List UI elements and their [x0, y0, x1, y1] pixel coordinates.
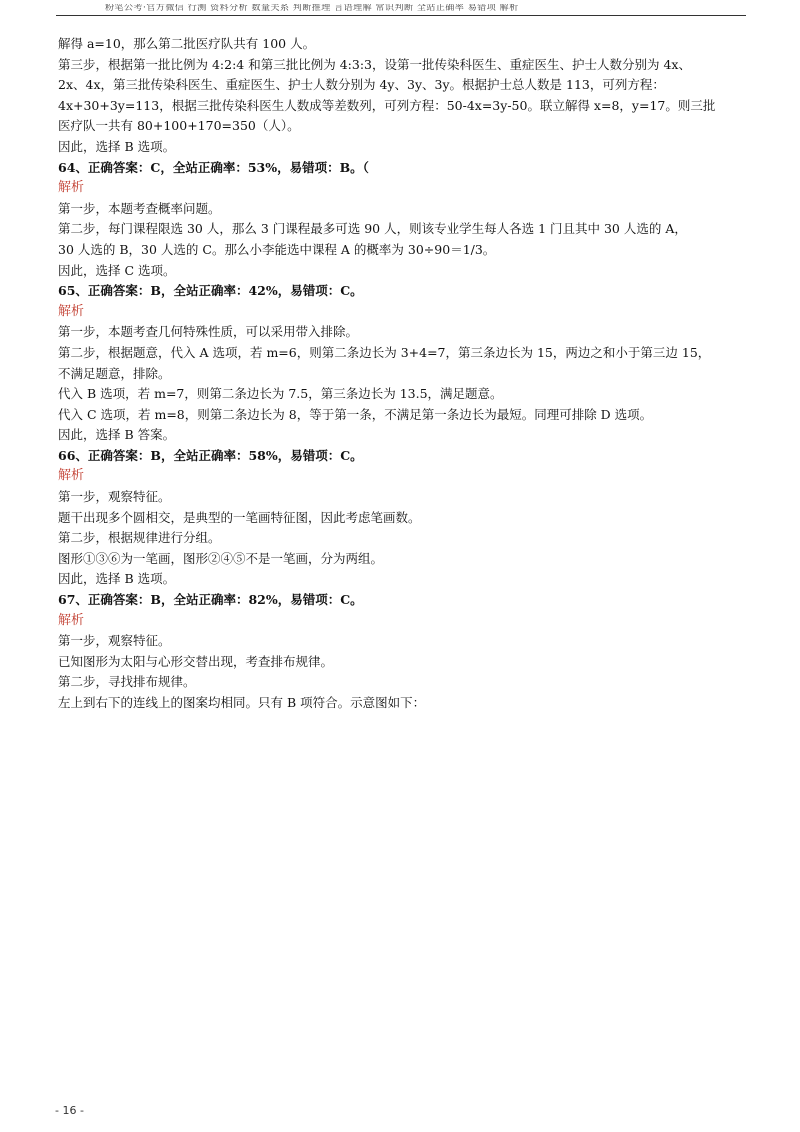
body-line: 第一步，本题考查概率问题。: [58, 200, 221, 216]
analysis-heading: 解析: [58, 180, 85, 196]
body-line: 第一步，本题考查几何特殊性质，可以采用带入排除。: [58, 324, 359, 340]
body-line: 第一步，观察特征。: [58, 633, 171, 649]
body-line: 因此，选择 B 选项。: [58, 138, 176, 154]
body-line: 第二步，寻找排布规律。: [58, 674, 196, 690]
body-line: 左上到右下的连线上的图案均相同。只有 B 项符合。示意图如下：: [58, 695, 426, 710]
analysis-heading: 解析: [58, 303, 85, 319]
body-line: 因此，选择 B 选项。: [58, 571, 176, 587]
body-line: 第二步，根据题意，代入 A 选项，若 m=6，则第二条边长为 3+4=7，第三条边长为 15，两边之和小于第三边 15，: [58, 344, 711, 360]
body-line: 30 人选的 B，30 人选的 C。那么小李能选中课程 A 的概率为 30÷90＝1/3。: [58, 241, 496, 257]
answer-line: 67、正确答案：B，全站正确率：82%，易错项：C。: [58, 592, 363, 608]
body-line: 代入 B 选项，若 m=7，则第二条边长为 7.5，第三条边长为 13.5，满足题意。: [58, 386, 503, 402]
body-line: 已知图形为太阳与心形交替出现，考查排布规律。: [58, 653, 334, 669]
body-line: 不满足题意，排除。: [58, 365, 171, 381]
analysis-heading: 解析: [58, 612, 85, 628]
page-header: 粉笔公考·官方微信 行测 资料分析 数量关系 判断推理 言语理解 常识判断 全站正确率 易错项 解析: [105, 4, 519, 13]
body-line: 图形①③⑥为一笔画，图形②④⑤不是一笔画，分为两组。: [58, 550, 384, 566]
body-line: 代入 C 选项，若 m=8，则第二条边长为 8，等于第一条，不满足第一条边长为最短。同理可排除 D 选项。: [58, 406, 653, 422]
document-body: [58, 34, 748, 714]
answer-line: 65、正确答案：B，全站正确率：42%，易错项：C。: [58, 283, 363, 299]
body-line: 医疗队一共有 80+100+170=350（人）。: [58, 118, 300, 134]
body-line: 2x、4x，第三批传染科医生、重症医生、护士人数分别为 4y、3y、3y。根据护士总人数是 113，可列方程：: [58, 77, 665, 93]
header-rule: [56, 15, 746, 16]
body-line: 第二步，每门课程限选 30 人，那么 3 门课程最多可选 90 人，则该专业学生每人各选 1 门且其中 30 人选的 A，: [58, 221, 687, 237]
body-line: 第二步，根据规律进行分组。: [58, 530, 221, 546]
body-line: 4x+30+3y=113，根据三批传染科医生人数成等差数列，可列方程：50-4x=3y-50。联立解得 x=8，y=17。则三批: [58, 97, 716, 113]
body-line: 题干出现多个圆相交，是典型的一笔画特征图，因此考虑笔画数。: [58, 509, 421, 525]
body-line: 解得 a=10，那么第二批医疗队共有 100 人。: [58, 36, 316, 51]
answer-line: 66、正确答案：B，全站正确率：58%，易错项：C。: [58, 447, 363, 463]
body-line: 因此，选择 C 选项。: [58, 262, 176, 278]
body-line: 第一步，观察特征。: [58, 489, 171, 505]
page-number: - 16 -: [55, 1104, 84, 1117]
body-line: 第三步，根据第一批比例为 4:2:4 和第三批比例为 4:3:3，设第一批传染科医生、重症医生、护士人数分别为 4x、: [58, 56, 691, 72]
analysis-heading: 解析: [58, 468, 85, 484]
body-line: 因此，选择 B 答案。: [58, 427, 176, 443]
answer-line: 64、正确答案：C，全站正确率：53%，易错项：B。（: [58, 159, 369, 175]
